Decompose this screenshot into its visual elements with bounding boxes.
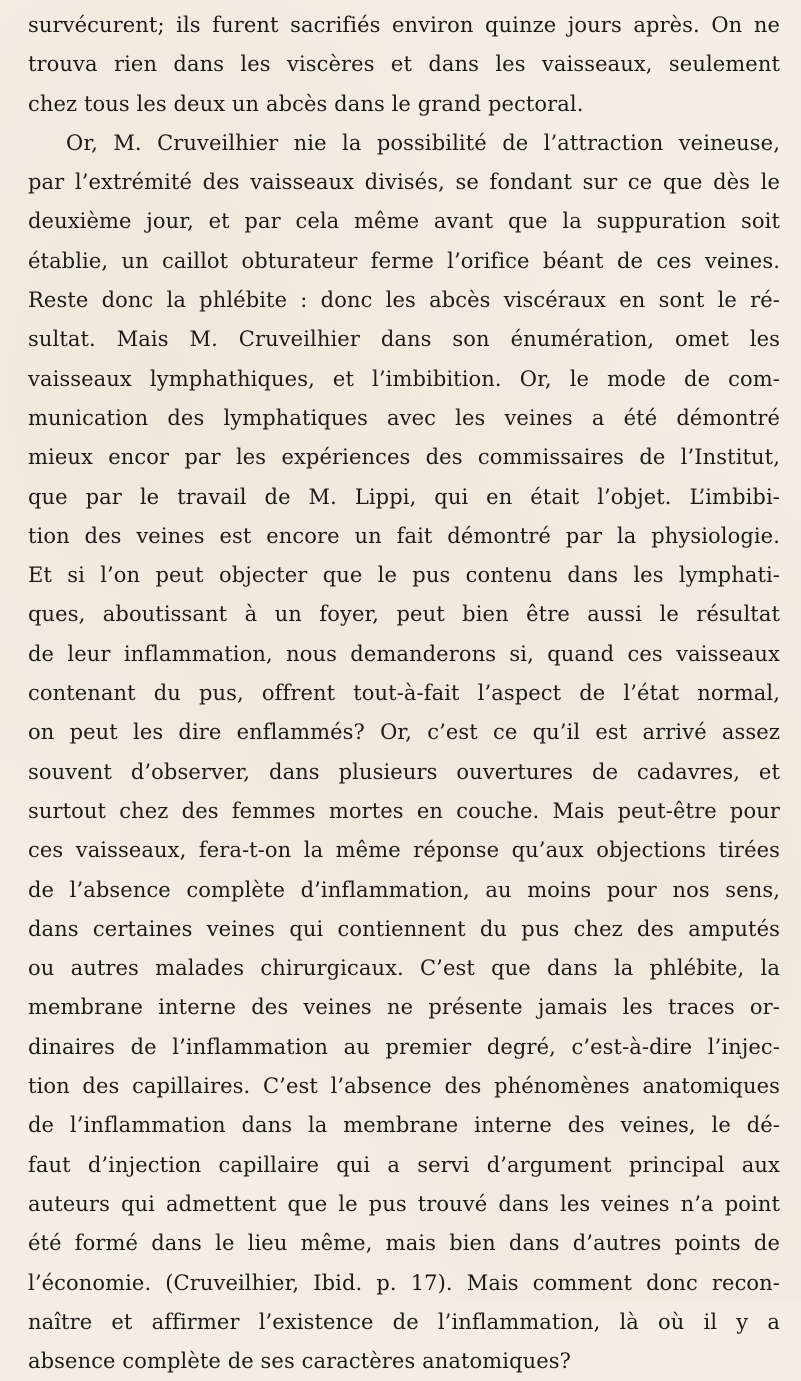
text-line: surtout chez des femmes mortes en couche. Mais peut-être pour	[28, 798, 780, 823]
text-line: faut d’injection capillaire qui a servi d’argument principal aux	[28, 1152, 780, 1177]
text-line: munication des lymphatiques avec les veines a été démontré	[28, 405, 780, 430]
text-line: que par le travail de M. Lippi, qui en était l’objet. L’imbibi-	[28, 484, 780, 509]
text-line: chez tous les deux un abcès dans le grand pectoral.	[28, 91, 584, 116]
text-line: dans certaines veines qui contiennent du pus chez des amputés	[28, 916, 780, 941]
text-line: Reste donc la phlébite : donc les abcès viscéraux en sont le ré-	[28, 288, 780, 313]
text-line: l’économie. (Cruveilhier, Ibid. p. 17). Mais comment donc recon-	[28, 1270, 780, 1295]
text-line: tion des veines est encore un fait démontré par la physiologie.	[28, 523, 780, 548]
text-line: dinaires de l’inflammation au premier degré, c’est-à-dire l’injec-	[28, 1034, 780, 1059]
text-line: absence complète de ses caractères anatomiques?	[28, 1349, 571, 1374]
text-line: membrane interne des veines ne présente jamais les traces or-	[28, 995, 780, 1020]
text-line: de leur inflammation, nous demanderons si, quand ces vaisseaux	[28, 641, 780, 666]
text-line: trouva rien dans les viscères et dans les vaisseaux, seulement	[28, 52, 780, 77]
text-line: tion des capillaires. C’est l’absence des phénomènes anatomiques	[28, 1074, 780, 1099]
text-line: de l’inflammation dans la membrane interne des veines, le dé-	[28, 1113, 780, 1138]
text-line: on peut les dire enflammés? Or, c’est ce qu’il est arrivé assez	[28, 720, 780, 745]
text-line: Or, M. Cruveilhier nie la possibilité de l’attraction veineuse,	[66, 130, 780, 155]
body-text	[28, 6, 780, 1381]
text-line: sultat. Mais M. Cruveilhier dans son énumération, omet les	[28, 327, 780, 352]
text-line: ou autres malades chirurgicaux. C’est que dans la phlébite, la	[28, 956, 780, 981]
text-line: de l’absence complète d’inflammation, au moins pour nos sens,	[28, 877, 780, 902]
text-line: par l’extrémité des vaisseaux divisés, se fondant sur ce que dès le	[28, 170, 780, 195]
text-line: survécurent; ils furent sacrifiés environ quinze jours après. On ne	[28, 13, 780, 37]
text-line: ces vaisseaux, fera-t-on la même réponse qu’aux objections tirées	[28, 838, 780, 863]
text-line: vaisseaux lymphathiques, et l’imbibition. Or, le mode de com-	[28, 366, 780, 391]
text-line: ques, aboutissant à un foyer, peut bien être aussi le résultat	[28, 602, 780, 627]
text-line: mieux encor par les expériences des commissaires de l’Institut,	[28, 445, 780, 470]
text-line: souvent d’observer, dans plusieurs ouvertures de cadavres, et	[28, 759, 780, 784]
text-line: contenant du pus, offrent tout-à-fait l’aspect de l’état normal,	[28, 681, 780, 706]
text-line: établie, un caillot obturateur ferme l’orifice béant de ces veines.	[28, 248, 780, 273]
text-line: Et si l’on peut objecter que le pus contenu dans les lymphati-	[28, 563, 780, 588]
text-line: naître et affirmer l’existence de l’inflammation, là où il y a	[28, 1309, 780, 1334]
text-line: été formé dans le lieu même, mais bien dans d’autres points de	[28, 1231, 780, 1256]
text-line: auteurs qui admettent que le pus trouvé dans les veines n’a point	[28, 1191, 780, 1216]
text-line: deuxième jour, et par cela même avant que la suppuration soit	[28, 209, 780, 234]
